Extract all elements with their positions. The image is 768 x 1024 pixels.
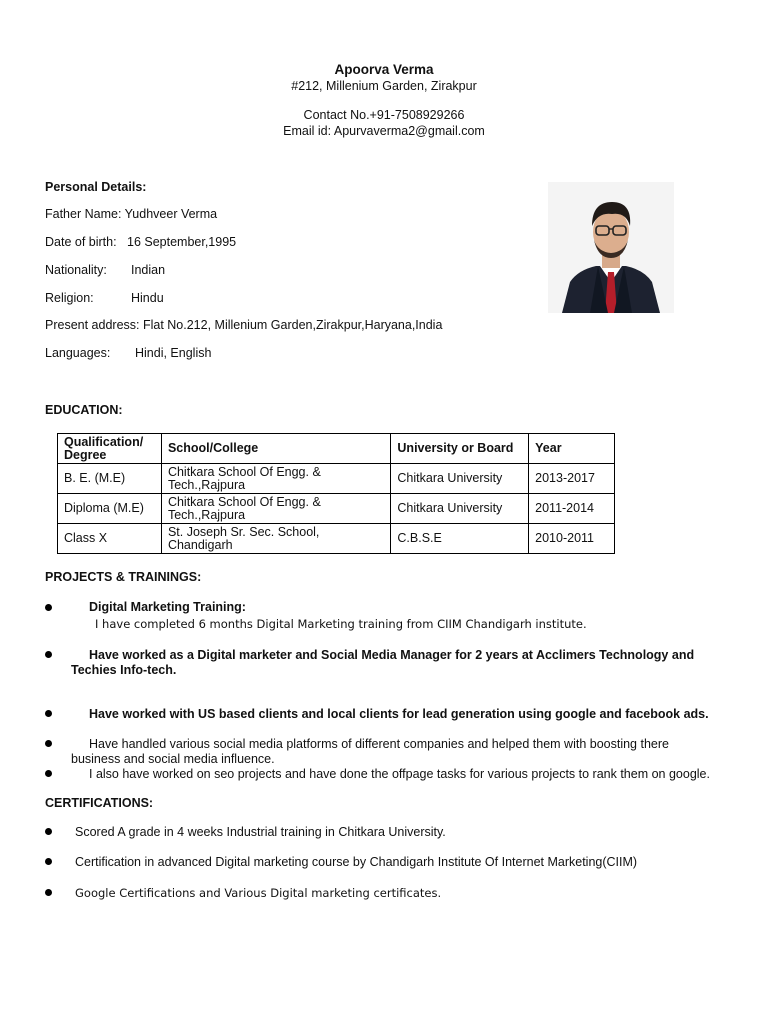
candidate-name: Apoorva Verma	[334, 62, 434, 77]
column-header: University or Board	[391, 434, 529, 464]
table-cell: C.B.S.E	[391, 524, 529, 554]
languages-label: Languages:	[45, 346, 111, 360]
person-photo-icon	[548, 182, 674, 313]
column-header: Qualification/ Degree	[58, 434, 162, 464]
table-cell: 2013-2017	[529, 464, 615, 494]
profile-photo	[548, 182, 674, 313]
table-cell: Chitkara University	[391, 464, 529, 494]
project-text: Have worked with US based clients and local clients for lead generation using google and facebook ads.	[89, 707, 709, 721]
education-table	[57, 433, 615, 554]
project-text: business and social media influence.	[71, 752, 275, 766]
table-cell: 2010-2011	[529, 524, 615, 554]
table-header-row	[58, 434, 615, 464]
projects-heading: PROJECTS & TRAININGS:	[45, 570, 202, 584]
religion-value: Hindu	[131, 291, 164, 305]
project-title: Digital Marketing Training:	[89, 600, 246, 614]
religion-label: Religion:	[45, 291, 94, 305]
table-cell: Diploma (M.E)	[58, 494, 162, 524]
bullet-icon	[45, 889, 52, 896]
table-cell: St. Joseph Sr. Sec. School, Chandigarh	[161, 524, 390, 554]
bullet-icon	[45, 740, 52, 747]
dob-value: 16 September,1995	[127, 235, 237, 249]
project-text: Techies Info-tech.	[71, 663, 177, 677]
bullet-icon	[45, 651, 52, 658]
bullet-icon	[45, 604, 52, 611]
table-cell: Chitkara School Of Engg. & Tech.,Rajpura	[161, 464, 390, 494]
column-header: Year	[529, 434, 615, 464]
project-text: Have worked as a Digital marketer and Social Media Manager for 2 years at Acclimers Technology and	[89, 648, 695, 662]
nationality-value: Indian	[131, 263, 166, 277]
bullet-icon	[45, 858, 52, 865]
project-text: I also have worked on seo projects and have done the offpage tasks for various projects to rank them on google.	[89, 767, 710, 781]
project-text: I have completed 6 months Digital Marketing training from CIIM Chandigarh institute.	[95, 617, 587, 631]
education-heading: EDUCATION:	[45, 403, 123, 417]
bullet-icon	[45, 770, 52, 777]
contact-number: Contact No.+91-7508929266	[303, 108, 465, 122]
bullet-icon	[45, 828, 52, 835]
table-cell: B. E. (M.E)	[58, 464, 162, 494]
table-row	[58, 524, 615, 554]
present-address: Present address: Flat No.212, Millenium Garden,Zirakpur,Haryana,India	[45, 318, 443, 332]
table-row	[58, 464, 615, 494]
personal-details-heading: Personal Details:	[45, 180, 147, 194]
father-name: Father Name: Yudhveer Verma	[45, 207, 218, 221]
column-header: School/College	[161, 434, 390, 464]
nationality-label: Nationality:	[45, 263, 107, 277]
address: #212, Millenium Garden, Zirakpur	[291, 79, 477, 93]
table-cell: Chitkara School Of Engg. & Tech.,Rajpura	[161, 494, 390, 524]
project-text: Have handled various social media platforms of different companies and helped them with boosting there	[89, 737, 669, 751]
bullet-icon	[45, 710, 52, 717]
certification-item: Certification in advanced Digital marketing course by Chandigarh Institute Of Internet Marketing(CIIM)	[75, 855, 638, 869]
table-cell: Class X	[58, 524, 162, 554]
table-cell: 2011-2014	[529, 494, 615, 524]
table-row	[58, 494, 615, 524]
certification-item: Google Certifications and Various Digital marketing certificates.	[75, 886, 442, 900]
certification-item: Scored A grade in 4 weeks Industrial training in Chitkara University.	[75, 825, 446, 839]
table-cell: Chitkara University	[391, 494, 529, 524]
certifications-heading: CERTIFICATIONS:	[45, 796, 154, 810]
dob-label: Date of birth:	[45, 235, 117, 249]
languages-value: Hindi, English	[135, 346, 212, 360]
email: Email id: Apurvaverma2@gmail.com	[283, 124, 485, 138]
